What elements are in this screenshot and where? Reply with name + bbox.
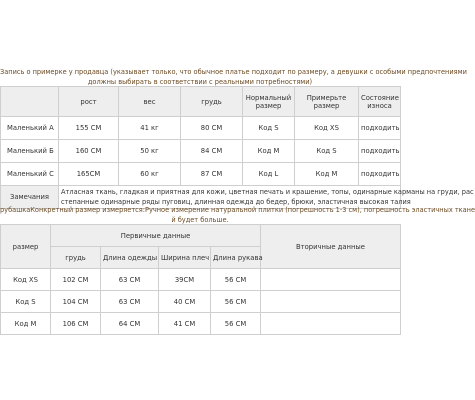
size-code-cell: Код XS bbox=[1, 269, 51, 291]
fitting-header-height: рост bbox=[59, 87, 119, 117]
fitting-try-size-cell: Код S bbox=[295, 140, 359, 163]
fitting-header-chest: грудь bbox=[181, 87, 243, 117]
fitting-heading-line-2: должны выбирать в соответствии с реальными потребностями) bbox=[87, 78, 313, 86]
size-sleeve-cell: 56 CM bbox=[211, 269, 261, 291]
fitting-weight-cell: 60 кг bbox=[119, 163, 181, 186]
fitting-name-cell: Маленький С bbox=[1, 163, 59, 186]
table-row bbox=[1, 163, 401, 186]
size-chest-cell: 104 CM bbox=[51, 291, 101, 313]
size-shoulder-cell: 39CM bbox=[159, 269, 211, 291]
size-secondary-cell bbox=[261, 269, 401, 291]
size-header-chest: грудь bbox=[51, 247, 101, 269]
size-sleeve-cell: 56 CM bbox=[211, 313, 261, 335]
fitting-wear-cell: подходить bbox=[359, 117, 401, 140]
table-row bbox=[1, 291, 401, 313]
fitting-chest-cell: 87 CM bbox=[181, 163, 243, 186]
size-code-cell: Код M bbox=[1, 313, 51, 335]
fitting-height-cell: 165CM bbox=[59, 163, 119, 186]
fitting-chest-cell: 84 CM bbox=[181, 140, 243, 163]
size-heading-line-1: рубашкаКонкретный размер измеряется:Ручное измерение натуральной плитки (погрешность 1-3 см), погрешность эластичных ткане bbox=[0, 206, 475, 214]
size-shoulder-cell: 40 CM bbox=[159, 291, 211, 313]
size-shoulder-cell: 41 CM bbox=[159, 313, 211, 335]
remarks-line-2: степанные одинарные ряды пуговиц, длинная одежда до бедер, брюки, эластичная высокая талия bbox=[61, 198, 411, 206]
size-code-cell: Код S bbox=[1, 291, 51, 313]
fitting-header-weight: вес bbox=[119, 87, 181, 117]
table-row bbox=[1, 140, 401, 163]
size-length-cell: 64 CM bbox=[101, 313, 159, 335]
size-chest-cell: 106 CM bbox=[51, 313, 101, 335]
fitting-name-cell: Маленький Б bbox=[1, 140, 59, 163]
size-secondary-cell bbox=[261, 291, 401, 313]
fitting-height-cell: 155 CM bbox=[59, 117, 119, 140]
size-sleeve-cell: 56 CM bbox=[211, 291, 261, 313]
size-header-sleeve: Длина рукава bbox=[211, 247, 261, 269]
size-header-secondary: Вторичные данные bbox=[261, 225, 401, 269]
table-row bbox=[1, 313, 401, 335]
fitting-wear-cell: подходить bbox=[359, 140, 401, 163]
fitting-chest-cell: 80 CM bbox=[181, 117, 243, 140]
size-length-cell: 63 CM bbox=[101, 291, 159, 313]
fitting-heading-line-1: Запись о примерке у продавца (указывает только, что обычное платье подходит по размеру, а девушки с особыми предпочтениями bbox=[0, 68, 467, 76]
fitting-header-try-size: Примерьте размер bbox=[295, 87, 359, 117]
table-row bbox=[1, 269, 401, 291]
remarks-label: Замечания bbox=[1, 186, 59, 209]
fitting-normal-size-cell: Код S bbox=[243, 117, 295, 140]
fitting-try-size-cell: Код XS bbox=[295, 117, 359, 140]
fitting-try-size-cell: Код M bbox=[295, 163, 359, 186]
size-header-shoulder: Ширина плеч bbox=[159, 247, 211, 269]
fitting-weight-cell: 50 кг bbox=[119, 140, 181, 163]
size-header-row-1 bbox=[1, 225, 401, 247]
size-header-length: Длина одежды bbox=[101, 247, 159, 269]
fitting-height-cell: 160 CM bbox=[59, 140, 119, 163]
fitting-wear-cell: подходить bbox=[359, 163, 401, 186]
fitting-weight-cell: 41 кг bbox=[119, 117, 181, 140]
fitting-normal-size-cell: Код L bbox=[243, 163, 295, 186]
size-table bbox=[0, 224, 401, 335]
size-header-size: размер bbox=[1, 225, 51, 269]
fitting-header-wear: Состояние износа bbox=[359, 87, 401, 117]
size-chest-cell: 102 CM bbox=[51, 269, 101, 291]
remarks-line-1: Атласная ткань, гладкая и приятная для кожи, цветная печать и крашение, топы, одинарные карманы на груди, рас bbox=[61, 188, 474, 196]
size-length-cell: 63 CM bbox=[101, 269, 159, 291]
fitting-name-cell: Маленький А bbox=[1, 117, 59, 140]
size-secondary-cell bbox=[261, 313, 401, 335]
fitting-table bbox=[0, 86, 474, 209]
size-header-primary: Первичные данные bbox=[51, 225, 261, 247]
fitting-normal-size-cell: Код M bbox=[243, 140, 295, 163]
table-row bbox=[1, 117, 401, 140]
fitting-header-empty bbox=[1, 87, 59, 117]
fitting-header-row bbox=[1, 87, 401, 117]
size-heading-line-2: й будет больше. bbox=[171, 216, 229, 224]
fitting-header-normal-size: Нормальный размер bbox=[243, 87, 295, 117]
